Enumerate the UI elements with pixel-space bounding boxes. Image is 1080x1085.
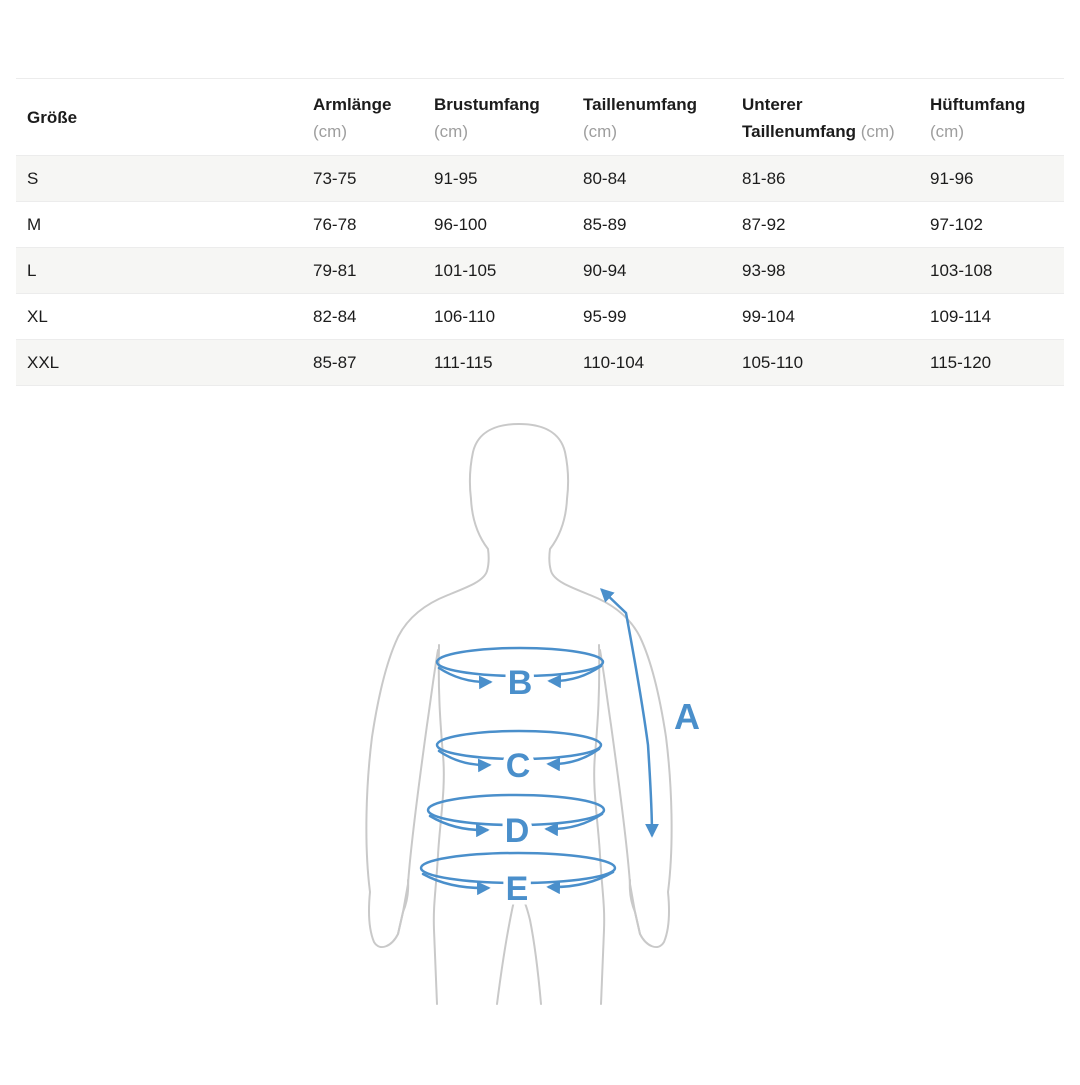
column-unit: (cm) — [313, 122, 347, 141]
value-cell: 105-110 — [742, 353, 804, 372]
value-cell: 80-84 — [583, 169, 627, 188]
header-cell-brustumfang — [434, 79, 583, 155]
label-hip: E — [505, 870, 529, 908]
right-inner-arm — [600, 650, 630, 884]
body-silhouette-path — [366, 424, 671, 947]
header-cell-groesse — [16, 79, 313, 155]
column-title: Unterer Taillenumfang — [742, 95, 856, 141]
value-cell: 103-108 — [930, 261, 993, 280]
body-outline — [366, 424, 671, 1004]
table-row-m — [16, 202, 1064, 248]
column-unit: (cm) — [930, 122, 964, 141]
column-title: Hüftumfang — [930, 95, 1026, 114]
value-cell: 91-96 — [930, 169, 974, 188]
value-cell: 115-120 — [930, 353, 992, 372]
label-waist: C — [505, 747, 531, 785]
left-inner-arm — [408, 650, 438, 884]
value-cell: 93-98 — [742, 261, 786, 280]
measurement-rings — [421, 590, 652, 888]
value-cell: 106-110 — [434, 307, 496, 326]
value-cell: 90-94 — [583, 261, 627, 280]
value-cell: 95-99 — [583, 307, 627, 326]
chest-ring — [437, 648, 603, 682]
value-cell: 82-84 — [313, 307, 357, 326]
table-row-l — [16, 248, 1064, 294]
column-title: Brustumfang — [434, 95, 540, 114]
size-label: XL — [27, 307, 48, 326]
label-arm-length: A — [674, 696, 700, 737]
value-cell: 81-86 — [742, 169, 786, 188]
size-label: S — [27, 169, 39, 188]
hip-ring — [421, 853, 615, 888]
inner-legs — [497, 895, 541, 1004]
column-title: Größe — [27, 107, 78, 127]
column-unit: (cm) — [860, 122, 895, 141]
header-cell-hueftumfang — [930, 79, 1064, 155]
size-label: L — [27, 261, 37, 280]
value-cell: 96-100 — [434, 215, 487, 234]
value-cell: 99-104 — [742, 307, 795, 326]
value-cell: 87-92 — [742, 215, 786, 234]
column-title: Armlänge — [313, 95, 392, 114]
value-cell: 73-75 — [313, 169, 357, 188]
right-torso-leg — [594, 645, 604, 1004]
column-unit: (cm) — [583, 122, 617, 141]
column-unit: (cm) — [434, 122, 468, 141]
table-row-s — [16, 156, 1064, 202]
value-cell: 85-87 — [313, 353, 357, 372]
label-chest: B — [507, 664, 533, 702]
column-title: Taillenumfang — [583, 95, 697, 114]
value-cell: 111-115 — [434, 353, 493, 372]
lower-waist-ring — [428, 795, 604, 830]
value-cell: 97-102 — [930, 215, 983, 234]
waist-ring — [437, 731, 601, 765]
size-label: XXL — [27, 353, 60, 372]
value-cell: 101-105 — [434, 261, 497, 280]
value-cell: 109-114 — [930, 307, 992, 326]
left-torso-leg — [434, 645, 444, 1004]
size-label: M — [27, 215, 42, 234]
size-chart-table — [16, 78, 1064, 386]
table-row-xl — [16, 294, 1064, 340]
table-row-xxl — [16, 340, 1064, 386]
right-thumb-line — [630, 884, 640, 934]
label-lower-waist: D — [504, 812, 530, 850]
value-cell: 91-95 — [434, 169, 478, 188]
arm-length-arrow — [602, 590, 652, 835]
left-thumb-line — [398, 884, 408, 934]
value-cell: 85-89 — [583, 215, 627, 234]
table-header-row — [16, 79, 1064, 156]
header-cell-armlaenge — [313, 79, 434, 155]
value-cell: 110-104 — [583, 353, 645, 372]
value-cell: 76-78 — [313, 215, 357, 234]
value-cell: 79-81 — [313, 261, 357, 280]
header-cell-taillenumfang — [583, 79, 742, 155]
header-cell-unterer-taillenumfang — [742, 79, 930, 155]
